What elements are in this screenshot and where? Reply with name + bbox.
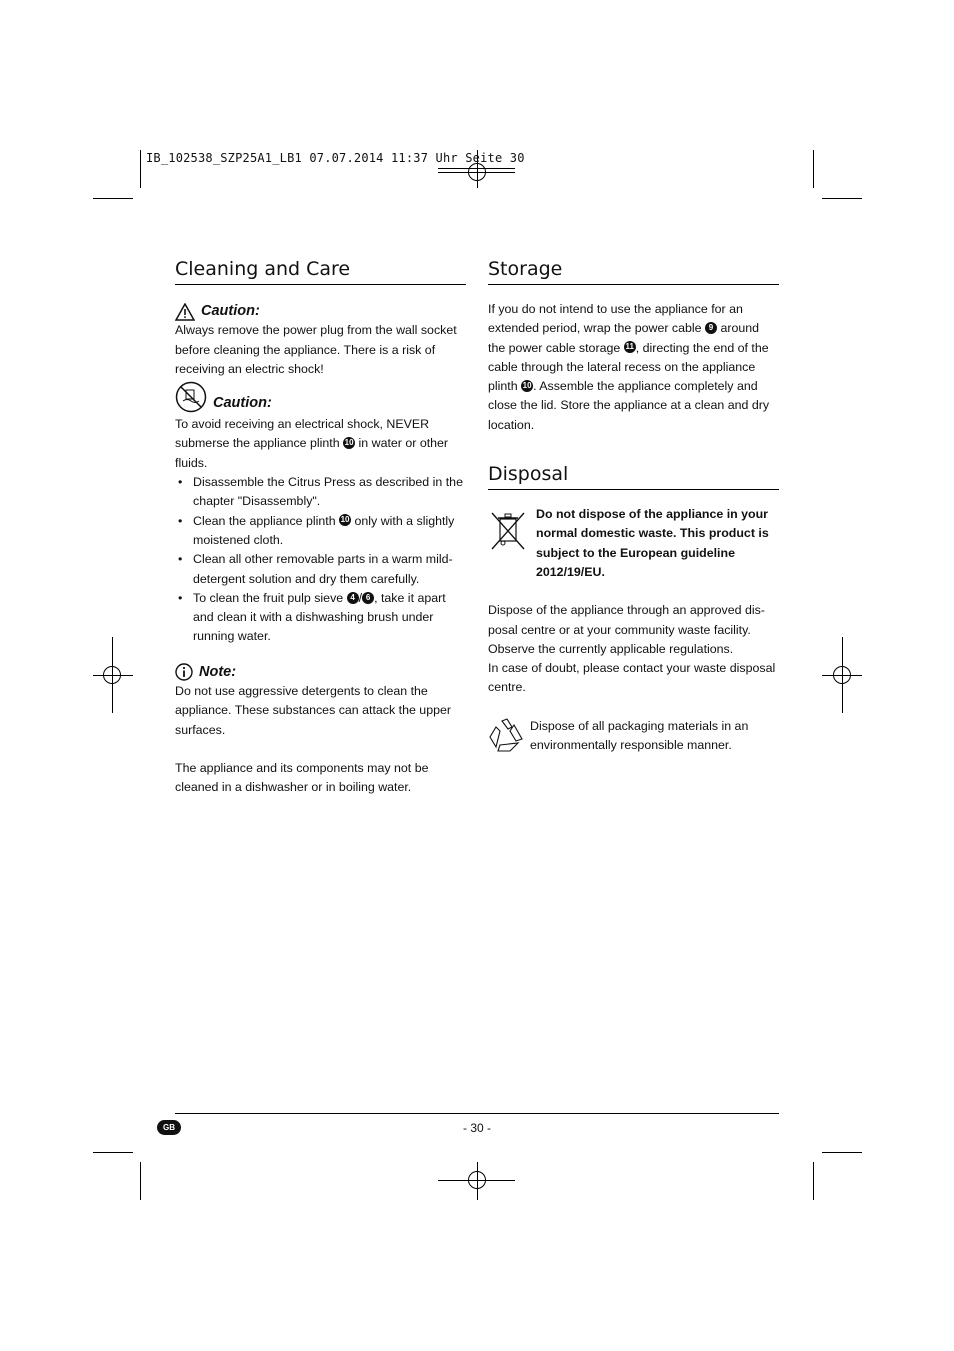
list-item: • Clean all other removable parts in a warm mild-detergent solution and dry them carefully. — [175, 550, 466, 589]
crop-mark — [93, 1152, 133, 1153]
registration-circle — [468, 1171, 486, 1189]
no-water-immersion-icon — [175, 381, 207, 413]
note-label: Note: — [199, 663, 237, 680]
ref-number: 10 — [344, 438, 354, 448]
caution-text: Always remove the power plug from the wall socket before cleaning the appliance. There is a risk of receiving an electric shock! — [175, 323, 457, 376]
weee-block — [488, 505, 779, 582]
section-heading-disposal: Disposal — [488, 461, 779, 490]
ref-number: 10 — [340, 515, 350, 525]
country-badge: GB — [157, 1120, 181, 1135]
right-column — [488, 256, 779, 755]
crossed-bin-icon — [488, 509, 528, 555]
left-column — [175, 256, 466, 798]
crop-mark — [93, 198, 133, 199]
crop-mark — [140, 1162, 141, 1200]
list-item: • Clean the appliance plinth 10 only with a slightly moistened cloth. — [175, 512, 466, 551]
ref-number: 6 — [362, 592, 374, 604]
note-text: Do not use aggressive detergents to clean the appliance. These substances can attack the upper surfaces. — [175, 684, 451, 737]
ref-number: 9 — [705, 322, 717, 334]
section-heading-cleaning: Cleaning and Care — [175, 256, 466, 285]
registration-circle — [833, 666, 851, 684]
storage-text: If you do not intend to use the appliance for an extended period, wrap the power cable 9 around the power cable storage 11 , directing the end of the cable through the lateral recess on the appliance plinth 10 . Assemble the appliance completely and close the lid. Store the appliance at a clean and dry location. — [488, 302, 770, 432]
ref-number: 4 — [347, 592, 359, 604]
caution-label: Caution: — [201, 303, 260, 319]
slug-underline — [438, 168, 515, 169]
list-item: • To clean the fruit pulp sieve 4 / 6 , take it apart and clean it with a dishwashing brush under running water. — [175, 589, 466, 647]
packaging-block — [488, 717, 779, 756]
caution-heading-2 — [175, 381, 466, 413]
print-slug: IB_102538_SZP25A1_LB1 07.07.2014 11:37 Uhr Seite 30 — [146, 151, 525, 165]
registration-circle — [103, 666, 121, 684]
footer-rule — [175, 1113, 779, 1114]
list-item: • Disassemble the Citrus Press as described in the chapter "Disassembly". — [175, 473, 466, 512]
recycle-icon — [488, 717, 526, 753]
crop-mark — [140, 150, 141, 188]
warning-triangle-icon — [175, 303, 195, 321]
registration-circle — [468, 163, 486, 181]
crop-mark — [822, 198, 862, 199]
weee-warning-text: Do not dispose of the appliance in your normal domestic waste. This product is subject to the European guideline 2012/19/EU. — [536, 507, 769, 579]
dishwasher-text: The appliance and its components may not be cleaned in a dishwasher or in boiling water. — [175, 760, 429, 795]
info-icon — [175, 663, 193, 681]
caution-text-2: To avoid receiving an electrical shock, NEVER submerse the appliance plinth 10 in water or other fluids. — [175, 417, 449, 470]
ref-number: 10 — [522, 380, 532, 390]
crop-mark — [813, 1162, 814, 1200]
section-heading-storage: Storage — [488, 256, 779, 285]
cleaning-steps-list — [175, 473, 466, 647]
caution-heading — [175, 302, 466, 321]
ref-number: 11 — [625, 342, 634, 352]
page-number: - 30 - — [462, 1121, 491, 1135]
disposal-text: Dispose of the appliance through an approved dis-posal centre or at your community waste facility. Observe the currently applicable regulations. — [488, 603, 765, 656]
disposal-doubt-text: In case of doubt, please contact your waste disposal centre. — [488, 661, 776, 695]
packaging-text: Dispose of all packaging materials in an environmentally responsible manner. — [530, 718, 749, 753]
caution-label-2: Caution: — [213, 394, 272, 411]
note-heading — [175, 663, 466, 682]
crop-mark — [813, 150, 814, 188]
crop-mark — [822, 1152, 862, 1153]
